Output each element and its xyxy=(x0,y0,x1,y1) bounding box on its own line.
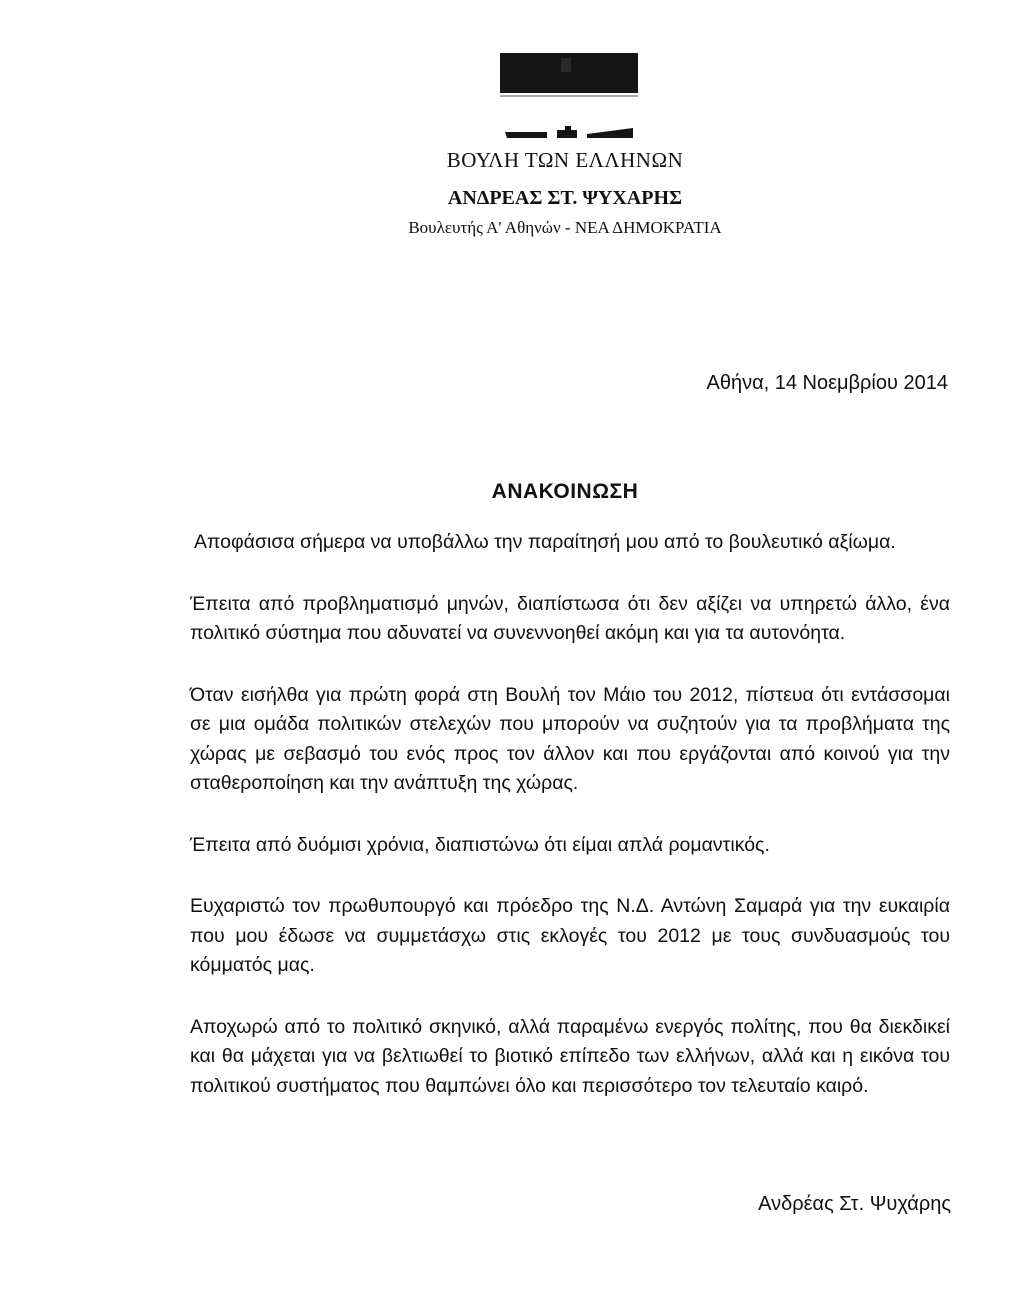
letter-date: Αθήνα, 14 Νοεμβρίου 2014 xyxy=(706,372,948,394)
paragraph: Αποχωρώ από το πολιτικό σκηνικό, αλλά παραμένω ενεργός πολίτης, που θα διεκδικεί και θα μάχεται για να βελτιωθεί το βιοτικό επίπεδο των ελλήνων, αλλά και η εικόνα του πολιτικού συστήματος που θαμπώνει όλο και περισσότερο τον τελευταίο καιρό. xyxy=(190,1015,950,1097)
paragraph: Όταν εισήλθα για πρώτη φορά στη Βουλή τον Μάιο του 2012, πίστευα ότι εντάσσομαι σε μια ομάδα πολιτικών στελεχών που μπορούν να συζητούν για τα προβλήματα της χώρας με σεβασμό του ενός προς τον άλλον και που εργάζονται από κοινού για την σταθεροποίηση και την ανάπτυξη της χώρας. xyxy=(190,683,950,794)
parliament-name: ΒΟΥΛΗ ΤΩΝ ΕΛΛΗΝΩΝ xyxy=(446,148,684,172)
paragraph: Ευχαριστώ τον πρωθυπουργό και πρόεδρο της Ν.Δ. Αντώνη Σαμαρά για την ευκαιρία που μου έδωσε να συμμετάσχω στις εκλογές του 2012 με τους συνδυασμούς του κόμματός μας. xyxy=(190,895,950,976)
mp-role: Βουλευτής Α' Αθηνών - ΝΕΑ ΔΗΜΟΚΡΑΤΙΑ xyxy=(408,218,722,237)
hellenic-parliament-emblem-icon xyxy=(495,50,643,142)
announcement-heading: ΑΝΑΚΟΙΝΩΣΗ xyxy=(491,480,639,503)
paragraph: Έπειτα από προβληματισμό μηνών, διαπίστωσα ότι δεν αξίζει να υπηρετώ άλλο, ένα πολιτικό σύστημα που αδυνατεί να συνεννοηθεί ακόμη και για τα αυτονόητα. xyxy=(190,592,950,644)
mp-name: ΑΝΔΡΕΑΣ ΣΤ. ΨΥΧΑΡΗΣ xyxy=(447,187,683,209)
paragraph: Έπειτα από δυόμισι χρόνια, διαπιστώνω ότι είμαι απλά ρομαντικός. xyxy=(190,833,770,856)
paragraph: Αποφάσισα σήμερα να υποβάλλω την παραίτησή μου από το βουλευτικό αξίωμα. xyxy=(194,531,896,553)
letter-body xyxy=(190,528,950,1133)
signature-name: Ανδρέας Στ. Ψυχάρης xyxy=(758,1193,951,1215)
